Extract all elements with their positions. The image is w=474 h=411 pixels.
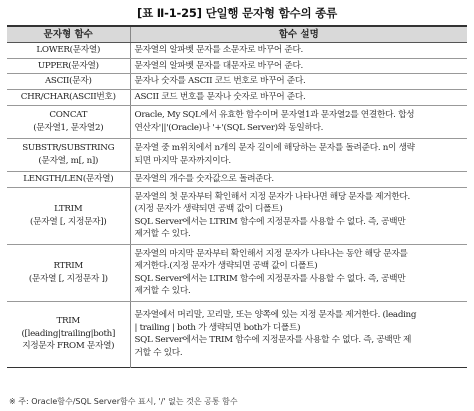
- header-function: 문자형 함수: [7, 26, 130, 43]
- function-name-cell: [7, 138, 130, 171]
- function-description-cell: [130, 89, 467, 105]
- function-name-line: (문자열 [, 지정문자 ]): [28, 273, 108, 284]
- table-row: [7, 171, 467, 187]
- description-line: | trailing | both 가 생략되면 both가 디폴트): [134, 322, 301, 333]
- function-description-cell: [130, 187, 467, 244]
- function-description-cell: [130, 105, 467, 138]
- footnote: ※ 주: Oracle함수/SQL Server함수 표시, '/' 없는 것은 공통 함수: [9, 397, 238, 406]
- table-row: [7, 43, 467, 59]
- description-line: 제거한다.(지정 문자가 생략되면 공백 값이 디폴트): [134, 261, 318, 271]
- function-name-line: LENGTH/LEN(문자열): [23, 173, 114, 184]
- table-row: [7, 89, 467, 105]
- function-name-line: (문자열 [, 지정문자]): [30, 216, 107, 227]
- table-caption: [표 Ⅱ-1-25] 단일행 문자형 함수의 종류: [137, 6, 337, 20]
- description-line: 되면 마지막 문자까지이다.: [134, 155, 231, 166]
- function-name-cell: [7, 244, 130, 301]
- description-line: SQL Server에서는 LTRIM 함수에 지정문자를 사용할 수 없다. 즉, 공백만: [134, 216, 406, 227]
- description-line: 문자열의 첫 문자부터 확인해서 지정 문자가 나타나면 해당 문자를 제거한다.: [134, 191, 410, 202]
- function-name-line: ([leading|trailing|both]: [21, 328, 116, 339]
- function-name-cell: [7, 58, 130, 74]
- table-row: [7, 187, 467, 244]
- function-name-cell: [7, 301, 130, 367]
- description-line: SQL Server에서는 LTRIM 함수에 지정문자를 사용할 수 없다. 즉, 공백만: [134, 273, 406, 284]
- table-row: [7, 301, 467, 367]
- description-line: 제거할 수 있다.: [134, 286, 191, 296]
- function-name-line: SUBSTR/SUBSTRING: [22, 143, 115, 153]
- description-line: ASCII 코드 번호를 문자나 숫자로 바꾸어 준다.: [134, 91, 306, 102]
- description-line: 제거할 수 있다.: [134, 229, 191, 239]
- function-name-line: (문자열, m[, n]): [38, 155, 99, 166]
- table-row: [7, 58, 467, 74]
- description-line: SQL Server에서는 TRIM 함수에 지정문자를 사용할 수 없다. 즉, 공백만 제: [134, 335, 412, 345]
- function-description-cell: [130, 244, 467, 301]
- description-line: 연산자'||'(Oracle)나 '+'(SQL Server)와 동일하다.: [134, 122, 324, 133]
- function-name-line: TRIM: [56, 316, 80, 327]
- description-line: Oracle, My SQL에서 유효한 함수이며 문자열1과 문자열2를 연결한다. 합성: [134, 110, 415, 120]
- function-name-cell: [7, 105, 130, 138]
- function-description-cell: [130, 171, 467, 187]
- function-description-cell: [130, 301, 467, 367]
- function-name-cell: [7, 43, 130, 59]
- function-description-cell: [130, 74, 467, 90]
- function-description-cell: [130, 138, 467, 171]
- table-row: [7, 244, 467, 301]
- function-name-cell: [7, 89, 130, 105]
- function-name-line: 지정문자 FROM 문자열): [22, 341, 115, 352]
- string-function-table: [7, 25, 467, 368]
- function-description-cell: [130, 43, 467, 59]
- table-row: [7, 74, 467, 90]
- function-name-line: UPPER(문자열): [37, 60, 99, 71]
- function-name-line: LOWER(문자열): [36, 45, 101, 55]
- function-name-line: RTRIM: [53, 261, 84, 271]
- table-row: [7, 138, 467, 171]
- function-name-cell: [7, 187, 130, 244]
- description-line: 문자열의 개수를 숫자값으로 돌려준다.: [134, 173, 274, 184]
- function-name-line: CHR/CHAR(ASCII번호): [20, 91, 116, 102]
- function-description-cell: [130, 58, 467, 74]
- table-body: [7, 43, 467, 368]
- description-line: 거할 수 있다.: [134, 347, 183, 358]
- table-row: [7, 105, 467, 138]
- header-description: 함수 설명: [130, 26, 467, 43]
- description-line: (지정 문자가 생략되면 공백 값이 디폴트): [134, 204, 283, 214]
- description-line: 문자열의 마지막 문자부터 확인해서 지정 문자가 나타나는 동안 해당 문자를: [134, 248, 408, 259]
- table-header-row: [7, 26, 467, 43]
- description-line: 문자나 숫자를 ASCII 코드 번호로 바꾸어 준다.: [134, 76, 306, 86]
- function-name-cell: [7, 74, 130, 90]
- function-name-line: CONCAT: [49, 110, 88, 120]
- function-name-line: LTRIM: [54, 204, 83, 214]
- function-name-cell: [7, 171, 130, 187]
- description-line: 문자열의 알파벳 문자를 소문자로 바꾸어 준다.: [134, 45, 304, 55]
- description-line: 문자열에서 머리말, 꼬리말, 또는 양쪽에 있는 지정 문자를 제거한다. (leading: [134, 310, 417, 320]
- function-name-line: ASCII(문자): [44, 76, 92, 86]
- function-name-line: (문자열1, 문자열2): [33, 122, 104, 133]
- description-line: 문자열의 알파벳 문자를 대문자로 바꾸어 준다.: [134, 60, 304, 71]
- description-line: 문자열 중 m위치에서 n개의 문자 길이에 해당하는 문자를 돌려준다. n이 생략: [134, 143, 415, 153]
